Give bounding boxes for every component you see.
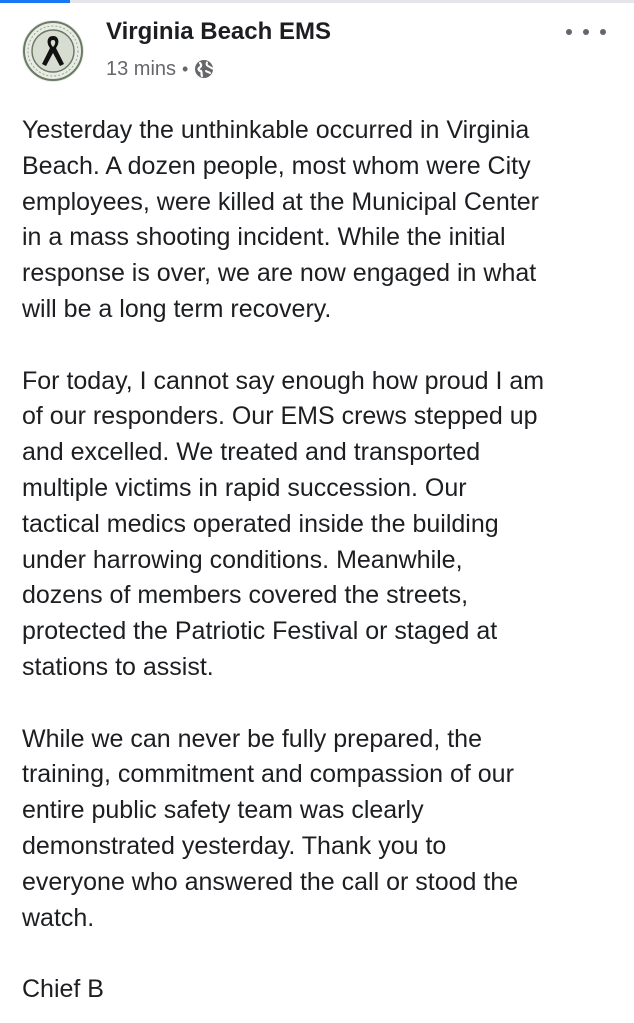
- page-name[interactable]: Virginia Beach EMS: [106, 18, 331, 45]
- post-signature: Chief B: [22, 975, 104, 1004]
- post-timestamp[interactable]: 13 mins: [106, 57, 177, 80]
- meta-separator: •: [182, 58, 189, 79]
- post-meta: [106, 56, 214, 82]
- post-header: [0, 0, 634, 100]
- more-dot: [566, 29, 572, 35]
- post-body: [22, 113, 622, 1008]
- post-paragraph: Yesterday the unthinkable occurred in Virginia Beach. A dozen people, most whom were City employees, were killed at the Municipal Center in a mass shooting incident. While the initial response is over, we are now engaged in what will be a long term recovery.: [22, 116, 539, 323]
- more-dot: [600, 29, 606, 35]
- post-paragraph: While we can never be fully prepared, the training, commitment and compassion of our entire public safety team was clearly demonstrated yesterday. Thank you to everyone who answered the call or stood the watch.: [22, 724, 519, 932]
- page-avatar[interactable]: [21, 19, 85, 83]
- more-options-icon[interactable]: [566, 20, 606, 44]
- ems-seal-logo: [21, 19, 85, 83]
- more-dot: [583, 29, 589, 35]
- post-paragraph: For today, I cannot say enough how proud I am of our responders. Our EMS crews stepped up and excelled. We treated and transported multiple victims in rapid succession. Our tactical medics operated inside the building under harrowing conditions. Meanwhile, dozens of members covered the streets, protected the Patriotic Festival or staged at stations to assist.: [22, 366, 545, 681]
- globe-icon[interactable]: [194, 59, 214, 79]
